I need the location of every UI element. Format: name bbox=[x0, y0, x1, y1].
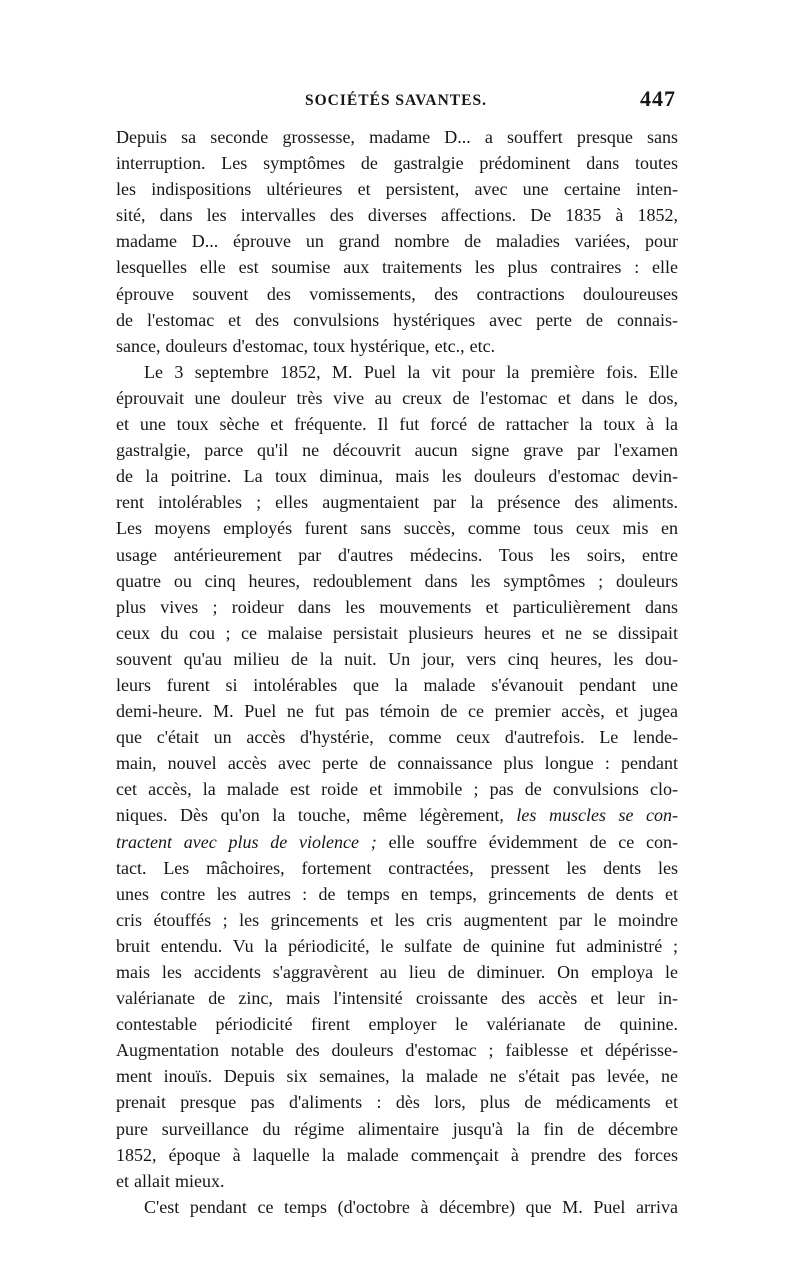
text-line: mais les accidents s'aggravèrent au lieu de diminuer. On employa le bbox=[116, 962, 678, 982]
text-line: interruption. Les symptômes de gastralgie prédominent dans toutes bbox=[116, 153, 678, 174]
text-span: niques. Dès qu'on la touche, même légèrement, bbox=[116, 805, 504, 826]
text-line: Les moyens employés furent sans succès, comme tous ceux mis en bbox=[116, 518, 678, 539]
text-line: Depuis sa seconde grossesse, madame D... a souffert presque sans bbox=[116, 127, 678, 147]
text-line: bruit entendu. Vu la périodicité, le sulfate de quinine fut administré ; bbox=[116, 935, 678, 956]
text-line: Le 3 septembre 1852, M. Puel la vit pour la première fois. Elle bbox=[144, 361, 678, 382]
text-line: cris étouffés ; les grincements et les cris augmentent par le moindre bbox=[116, 909, 678, 930]
text-line: que c'était un accès d'hystérie, comme ceux d'autrefois. Le lende- bbox=[116, 727, 678, 748]
text-line: ceux du cou ; ce malaise persistait plusieurs heures et ne se dissipait bbox=[116, 622, 678, 643]
text-line: contestable périodicité firent employer le valérianate de quinine. bbox=[116, 1014, 678, 1035]
running-title: SOCIÉTÉS SAVANTES. bbox=[305, 92, 487, 109]
text-line: leurs furent si intolérables que la malade s'évanouit pendant une bbox=[116, 674, 678, 695]
text-line: sité, dans les intervalles des diverses affections. De 1835 à 1852, bbox=[116, 205, 678, 226]
italic-text: les muscles se con- bbox=[516, 805, 678, 826]
text-line: de la poitrine. La toux diminua, mais les douleurs d'estomac devin- bbox=[116, 466, 678, 487]
text-span: elle souffre évidemment de ce con- bbox=[388, 831, 678, 852]
text-line: cet accès, la malade est roide et immobile ; pas de convulsions clo- bbox=[116, 779, 678, 800]
text-line: quatre ou cinq heures, redoublement dans les symptômes ; douleurs bbox=[116, 570, 678, 591]
text-line: prenait presque pas d'aliments : dès lors, plus de médicaments et bbox=[116, 1092, 678, 1113]
text-line: de l'estomac et des convulsions hystériques avec perte de connais- bbox=[116, 309, 678, 330]
text-line: les indispositions ultérieures et persistent, avec une certaine inten- bbox=[116, 179, 678, 200]
page-number: 447 bbox=[640, 86, 676, 111]
text-line: main, nouvel accès avec perte de connaissance plus longue : pendant bbox=[116, 753, 678, 774]
text-line: gastralgie, parce qu'il ne découvrit aucun signe grave par l'examen bbox=[116, 440, 678, 461]
text-line: lesquelles elle est soumise aux traitements les plus contraires : elle bbox=[116, 257, 678, 278]
text-line: rent intolérables ; elles augmentaient par la présence des aliments. bbox=[116, 492, 678, 513]
text-line: souvent qu'au milieu de la nuit. Un jour, vers cinq heures, les dou- bbox=[116, 648, 678, 669]
text-line: et allait mieux. bbox=[116, 1170, 225, 1191]
text-line: 1852, époque à laquelle la malade commençait à prendre des forces bbox=[116, 1144, 678, 1165]
text-line: demi-heure. M. Puel ne fut pas témoin de ce premier accès, et jugea bbox=[116, 701, 678, 722]
text-line: valérianate de zinc, mais l'intensité croissante des accès et leur in- bbox=[116, 988, 678, 1009]
text-line bbox=[116, 802, 678, 828]
text-line: Augmentation notable des douleurs d'estomac ; faiblesse et dépérisse- bbox=[116, 1040, 678, 1061]
text-line: éprouvait une douleur très vive au creux de l'estomac et dans le dos, bbox=[116, 387, 678, 408]
text-line: pure surveillance du régime alimentaire jusqu'à la fin de décembre bbox=[116, 1118, 678, 1139]
text-line: C'est pendant ce temps (d'octobre à décembre) que M. Puel arriva bbox=[144, 1196, 678, 1217]
text-line: sance, douleurs d'estomac, toux hystérique, etc., etc. bbox=[116, 335, 496, 356]
italic-text: tractent avec plus de violence ; bbox=[116, 831, 377, 852]
text-line: usage antérieurement par d'autres médecins. Tous les soirs, entre bbox=[116, 544, 678, 565]
body-text bbox=[116, 124, 678, 1220]
text-line: et une toux sèche et fréquente. Il fut forcé de rattacher la toux à la bbox=[116, 414, 678, 435]
text-line: ment inouïs. Depuis six semaines, la malade ne s'était pas levée, ne bbox=[116, 1066, 678, 1087]
text-line: plus vives ; roideur dans les mouvements et particulièrement dans bbox=[116, 596, 678, 617]
page-header bbox=[116, 86, 676, 116]
text-line: madame D... éprouve un grand nombre de maladies variées, pour bbox=[116, 231, 678, 252]
text-line: unes contre les autres : de temps en temps, grincements de dents et bbox=[116, 883, 678, 904]
text-line: éprouve souvent des vomissements, des contractions douloureuses bbox=[116, 283, 678, 304]
text-line bbox=[116, 829, 678, 855]
text-line: tact. Les mâchoires, fortement contractées, pressent les dents les bbox=[116, 857, 678, 878]
